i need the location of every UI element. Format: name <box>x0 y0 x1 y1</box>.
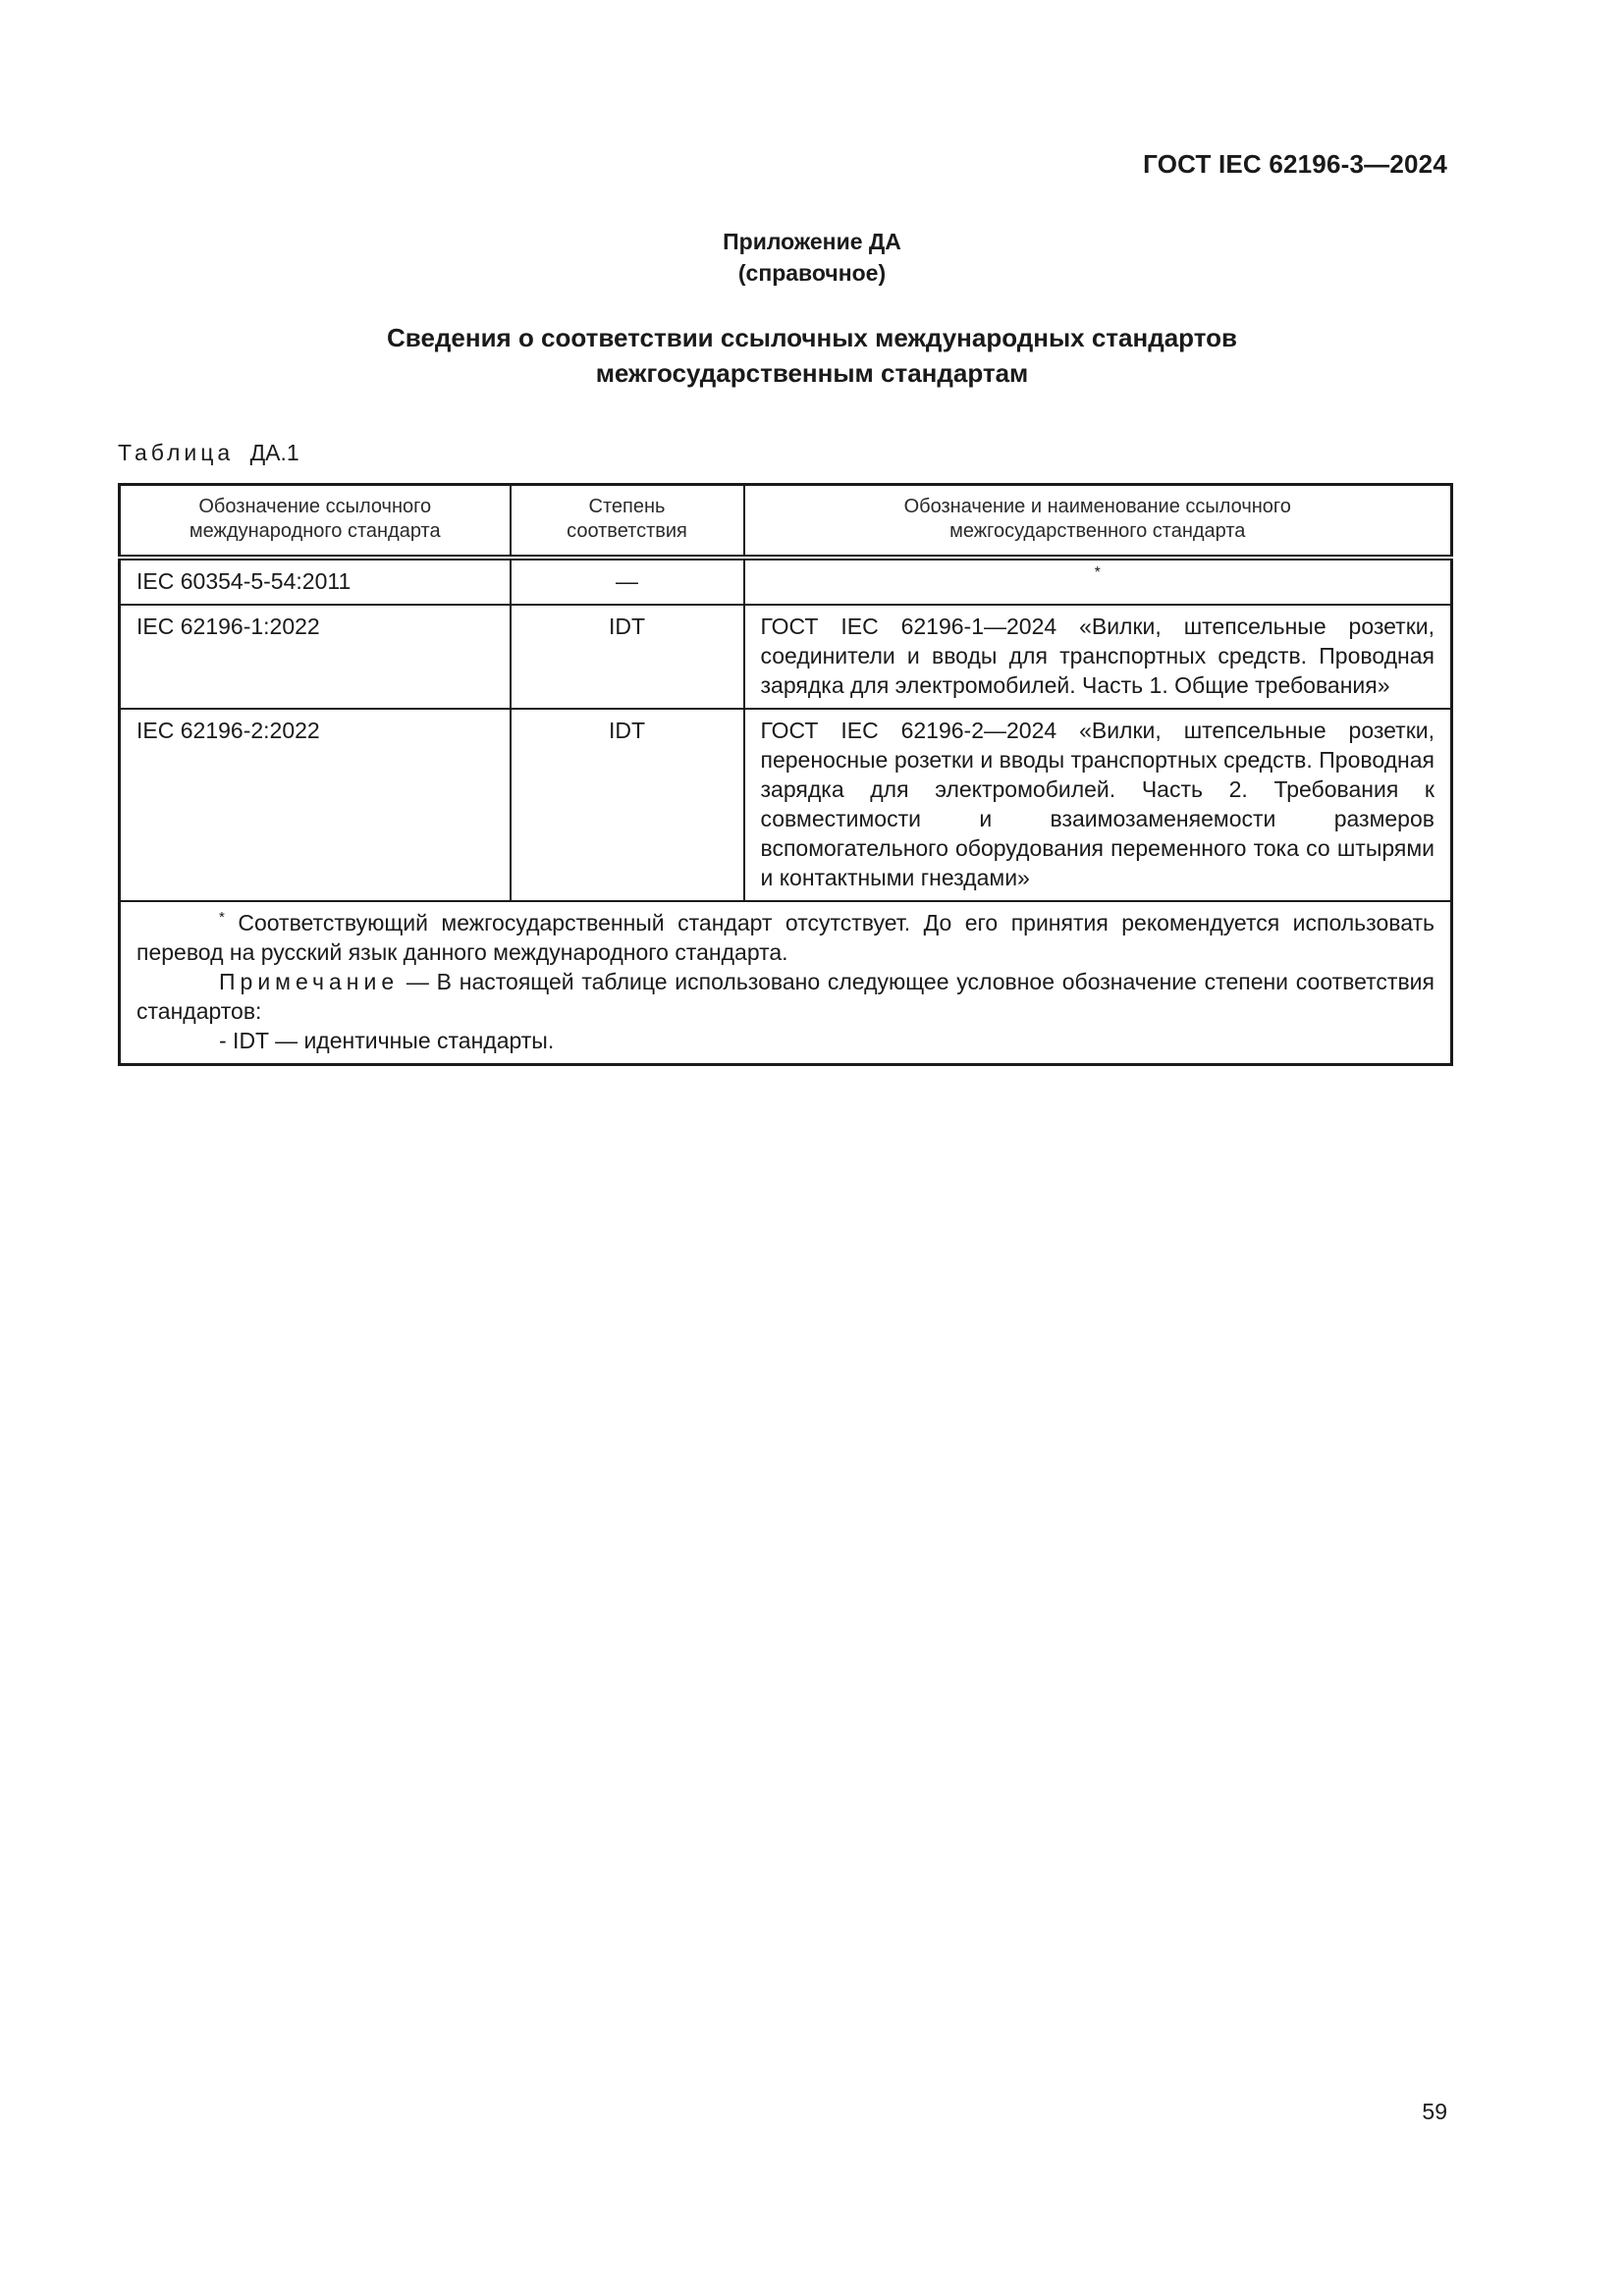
header-international-standard: Обозначение ссылочного международного стандарта <box>120 485 511 559</box>
header-degree: Степень соответствия <box>511 485 744 559</box>
document-number: ГОСТ IEC 62196-3—2024 <box>1143 149 1447 179</box>
page-number: 59 <box>1422 2099 1447 2124</box>
correspondence-table <box>118 483 1453 1066</box>
title-line-2: межгосударственным стандартам <box>595 358 1029 388</box>
footnote-mark: * <box>219 909 225 926</box>
cell-degree: — <box>511 558 744 605</box>
footnote <box>136 908 1435 967</box>
cell-name: ГОСТ IEC 62196-1—2024 «Вилки, штепсельные розетки, соединители и вводы для транспортных средств. Проводная зарядка для электромобилей. Часть 1. Общие требования» <box>744 605 1452 709</box>
cell-name: * <box>744 558 1452 605</box>
table-caption <box>118 440 299 466</box>
cell-code: IEC 62196-1:2022 <box>120 605 511 709</box>
note-list-item: - IDT — идентичные стандарты. <box>219 1028 555 1053</box>
table-caption-number: ДА.1 <box>249 440 299 465</box>
appendix-label: Приложение ДА <box>723 229 901 254</box>
appendix-title <box>0 320 1624 391</box>
table-header-row <box>120 485 1452 559</box>
note-word: Примечание <box>219 969 400 994</box>
cell-code: IEC 62196-2:2022 <box>120 709 511 901</box>
appendix-kind: (справочное) <box>737 260 887 286</box>
header-interstate-standard: Обозначение и наименование ссылочного межгосударственного стандарта <box>744 485 1452 559</box>
cell-degree: IDT <box>511 709 744 901</box>
table-row <box>120 709 1452 901</box>
appendix-heading <box>0 226 1624 289</box>
note-text: — В настоящей таблице использовано следующее условное обозначение степени соответствия стандартов: <box>136 969 1435 1024</box>
cell-degree: IDT <box>511 605 744 709</box>
title-line-1: Сведения о соответствии ссылочных международных стандартов <box>387 323 1237 352</box>
table-notes-row <box>120 901 1452 1065</box>
footnote-text: Соответствующий межгосударственный стандарт отсутствует. До его принятия рекомендуется использовать перевод на русский язык данного международного стандарта. <box>136 910 1435 965</box>
table-row <box>120 605 1452 709</box>
table-row <box>120 558 1452 605</box>
cell-name: ГОСТ IEC 62196-2—2024 «Вилки, штепсельные розетки, переносные розетки и вводы транспортных средств. Проводная зарядка для электромобилей. Часть 2. Требования к совместимости и взаимозаменяемости размеров вспомогательного оборудования переменного тока со штырями и контактными гнездами» <box>744 709 1452 901</box>
note <box>136 967 1435 1026</box>
table-caption-word: Таблица <box>118 440 235 465</box>
table-notes <box>120 901 1452 1065</box>
cell-code: IEC 60354-5-54:2011 <box>120 558 511 605</box>
